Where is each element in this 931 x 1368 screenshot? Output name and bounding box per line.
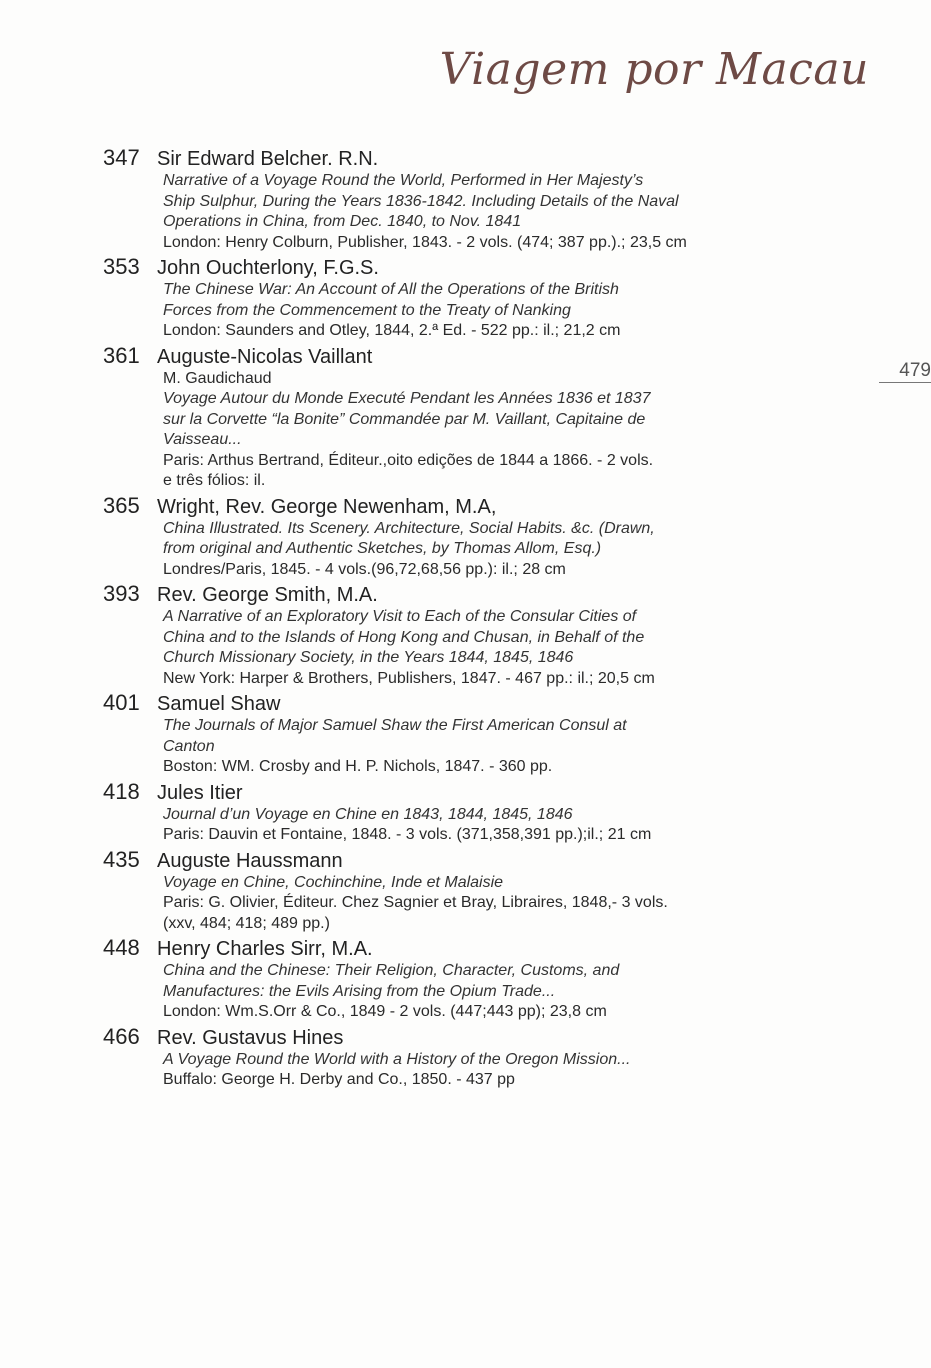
entry-title-line: Journal d’un Voyage en Chine en 1843, 1844, 1845, 1846 (163, 805, 573, 823)
entry-author: Rev. George Smith, M.A. (157, 584, 378, 606)
entry-heading (103, 344, 803, 369)
bibliography-entry (103, 344, 803, 492)
entry-imprint-line: Boston: WM. Crosby and H. P. Nichols, 1847. - 360 pp. (163, 758, 553, 775)
entry-title-line: Ship Sulphur, During the Years 1836-1842. Including Details of the Naval (163, 192, 679, 210)
entry-details (103, 519, 803, 581)
entry-title-line: Manufactures: the Evils Arising from the Opium Trade... (163, 982, 556, 1000)
entry-author: Auguste Haussmann (157, 849, 343, 872)
entry-number: 393 (103, 581, 140, 606)
entry-imprint-line: Londres/Paris, 1845. - 4 vols.(96,72,68,56 pp.): il.; 28 cm (163, 560, 566, 578)
entry-imprint-line: e três fólios: il. (163, 472, 266, 489)
entry-author: Henry Charles Sirr, M.A. (157, 938, 373, 960)
entry-number: 401 (103, 690, 140, 715)
entry-heading (103, 582, 803, 607)
entry-title-line: Voyage Autour du Monde Executé Pendant les Années 1836 et 1837 (163, 390, 651, 407)
entry-details (103, 805, 803, 846)
entry-author: Jules Itier (157, 781, 243, 804)
entry-imprint-line: Paris: Arthus Bertrand, Éditeur.,oito edições de 1844 a 1866. - 2 vols. (163, 451, 654, 469)
entry-author: Auguste-Nicolas Vaillant (157, 345, 373, 368)
entry-title-line: Operations in China, from Dec. 1840, to Nov. 1841 (163, 213, 522, 230)
entry-title-line: Voyage en Chine, Cochinchine, Inde et Malaisie (163, 873, 504, 891)
entry-title-line: The Journals of Major Samuel Shaw the First American Consul at (163, 717, 627, 734)
entry-author: Wright, Rev. George Newenham, M.A, (157, 495, 497, 518)
page-number: 479 (879, 361, 931, 383)
entry-imprint-line: Paris: Dauvin et Fontaine, 1848. - 3 vols. (371,358,391 pp.);il.; 21 cm (163, 826, 652, 843)
entry-imprint-line: London: Saunders and Otley, 1844, 2.ª Ed. - 522 pp.: il.; 21,2 cm (163, 322, 621, 339)
entry-title-line: Forces from the Commencement to the Treaty of Nanking (163, 301, 571, 319)
entry-number: 365 (103, 492, 140, 518)
entry-number: 448 (103, 935, 140, 960)
bibliography-entry (103, 691, 803, 778)
entry-details (103, 961, 803, 1023)
entry-details (103, 1050, 803, 1091)
entry-number: 353 (103, 254, 140, 279)
entry-heading (103, 146, 803, 171)
entry-number: 466 (103, 1023, 140, 1049)
entry-details (103, 716, 803, 778)
entry-heading (103, 691, 803, 716)
entry-title-line: China and the Chinese: Their Religion, Character, Customs, and (163, 962, 620, 979)
entry-title-line: A Voyage Round the World with a History of the Oregon Mission... (163, 1050, 631, 1068)
entry-title-line: China and to the Islands of Hong Kong and Chusan, in Behalf of the (163, 628, 645, 646)
page-header-title: Viagem por Macau (439, 44, 869, 95)
entry-imprint-line: M. Gaudichaud (163, 369, 272, 387)
entry-number: 418 (103, 778, 140, 804)
entry-details (103, 280, 803, 342)
bibliography-entry (103, 146, 803, 253)
entry-heading (103, 494, 803, 519)
entry-author: Sir Edward Belcher. R.N. (157, 148, 379, 170)
bibliography-entry (103, 255, 803, 342)
entry-details (103, 607, 803, 689)
entry-title-line: Canton (163, 737, 215, 755)
bibliography-entry (103, 848, 803, 935)
bibliography-list (103, 146, 803, 1093)
entry-imprint-line: Paris: G. Olivier, Éditeur. Chez Sagnier et Bray, Libraires, 1848,- 3 vols. (163, 894, 668, 911)
entry-imprint-line: London: Wm.S.Orr & Co., 1849 - 2 vols. (447;443 pp); 23,8 cm (163, 1003, 607, 1020)
entry-number: 435 (103, 846, 140, 872)
entry-title-line: from original and Authentic Sketches, by Thomas Allom, Esq.) (163, 540, 602, 557)
entry-title-line: Narrative of a Voyage Round the World, Performed in Her Majesty’s (163, 172, 644, 189)
entry-details (103, 369, 803, 492)
entry-heading (103, 255, 803, 280)
entry-title-line: The Chinese War: An Account of All the Operations of the British (163, 281, 619, 298)
entry-title-line: China Illustrated. Its Scenery. Architecture, Social Habits. &c. (Drawn, (163, 519, 655, 537)
bibliography-entry (103, 936, 803, 1023)
entry-imprint-line: London: Henry Colburn, Publisher, 1843. - 2 vols. (474; 387 pp.).; 23,5 cm (163, 233, 687, 251)
bibliography-entry (103, 780, 803, 846)
entry-imprint-line: Buffalo: George H. Derby and Co., 1850. - 437 pp (163, 1071, 515, 1088)
entry-author: Rev. Gustavus Hines (157, 1026, 344, 1049)
entry-title-line: Church Missionary Society, in the Years 1844, 1845, 1846 (163, 649, 574, 666)
entry-title-line: Vaisseau... (163, 431, 242, 448)
entry-author: John Ouchterlony, F.G.S. (157, 257, 379, 279)
entry-heading (103, 1025, 803, 1050)
entry-imprint-line: (xxv, 484; 418; 489 pp.) (163, 914, 330, 932)
entry-heading (103, 780, 803, 805)
bibliography-entry (103, 1025, 803, 1091)
entry-imprint-line: New York: Harper & Brothers, Publishers, 1847. - 467 pp.: il.; 20,5 cm (163, 669, 655, 687)
bibliography-entry (103, 494, 803, 581)
entry-heading (103, 848, 803, 873)
bibliography-entry (103, 582, 803, 689)
entry-title-line: sur la Corvette “la Bonite” Commandée par M. Vaillant, Capitaine de (163, 410, 646, 428)
entry-details (103, 171, 803, 253)
entry-number: 361 (103, 342, 140, 368)
entry-title-line: A Narrative of an Exploratory Visit to Each of the Consular Cities of (163, 608, 637, 625)
entry-number: 347 (103, 145, 140, 170)
entry-heading (103, 936, 803, 961)
entry-author: Samuel Shaw (157, 693, 281, 715)
entry-details (103, 873, 803, 935)
